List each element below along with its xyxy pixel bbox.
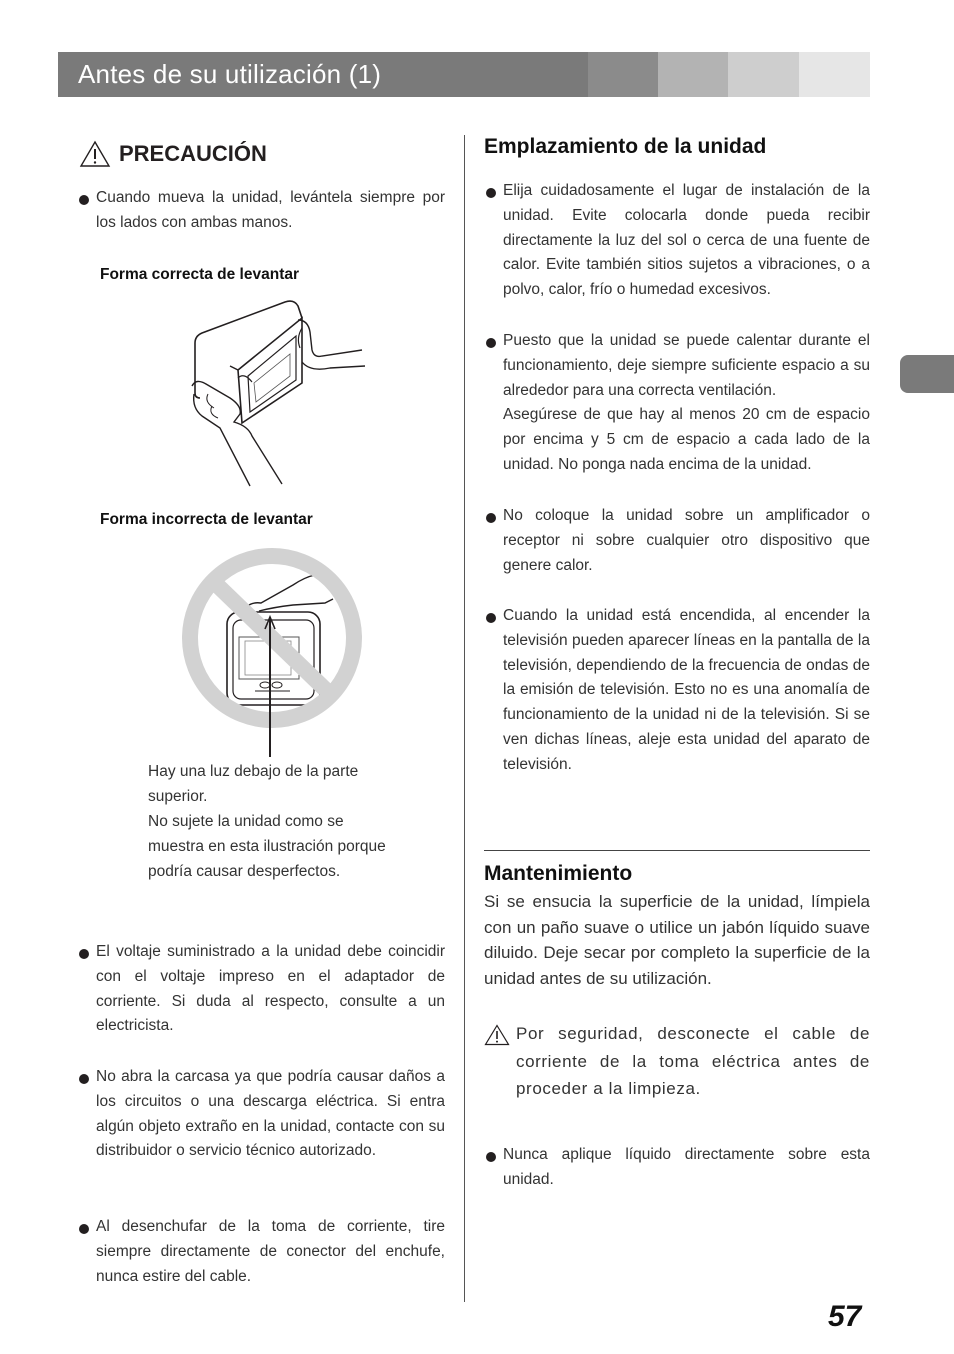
bullet-dot xyxy=(486,188,496,198)
caption-line: Hay una luz debajo de la parte xyxy=(148,763,359,780)
section-side-tab xyxy=(900,355,954,393)
bullet-dot xyxy=(486,513,496,523)
page-title: Antes de su utilización (1) xyxy=(78,59,382,89)
bullet-dot xyxy=(486,1152,496,1162)
caution-bullet-housing xyxy=(96,1065,445,1164)
caution-bullet-unplug xyxy=(96,1215,445,1289)
correct-lift-illustration xyxy=(190,298,370,488)
bullet-dot xyxy=(79,1074,89,1084)
header-swatch-2 xyxy=(658,52,728,97)
placement-bullet-ventilation xyxy=(503,329,870,478)
header-title-bar xyxy=(58,52,588,97)
maintenance-paragraph: Si se ensucia la superficie de la unidad, límpiela con un paño suave o utilice un jabón líquido suave diluido. Deje secar por completo la superficie de la unidad antes de su utilización. xyxy=(484,892,870,988)
bullet-dot xyxy=(79,195,89,205)
caption-line: No sujete la unidad como se xyxy=(148,813,344,830)
bullet-text: Nunca aplique líquido directamente sobre esta unidad. xyxy=(503,1146,870,1188)
bullet-text: Elija cuidadosamente el lugar de instalación de la unidad. Evite colocarla donde pueda recibir directamente la luz del sol o cerca de una fuente de calor. Evite también sitios sujetos a vibraciones, o a polvo, calor, frío o humedad excesivos. xyxy=(503,182,870,299)
caption-line: podría causar desperfectos. xyxy=(148,863,341,880)
bullet-text: Al desenchufar de la toma de corriente, tire siempre directamente de conector del enchufe, nunca estire del cable. xyxy=(96,1218,445,1285)
bullet-text: No abra la carcasa ya que podría causar daños a los circuitos o una descarga eléctrica. Si entra algún objeto extraño en la unidad, contacte con su distribuidor o servicio técnico autorizado. xyxy=(96,1068,445,1160)
page-header xyxy=(58,52,870,97)
header-swatch-1 xyxy=(588,52,658,97)
section-divider xyxy=(484,850,870,851)
bullet-dot xyxy=(486,338,496,348)
bullet-text: El voltaje suministrado a la unidad debe coincidir con el voltaje impreso en el adaptador de corriente. Si duda al respecto, consulte a un electricista. xyxy=(96,943,445,1035)
bullet-text: Puesto que la unidad se puede calentar durante el funcionamiento, deje siempre suficiente espacio a su alrededor para una correcta ventilación. xyxy=(503,332,870,399)
placement-bullet-amplifier xyxy=(503,504,870,578)
page-number: 57 xyxy=(828,1300,862,1333)
bullet-text: No coloque la unidad sobre un amplificador o receptor ni sobre cualquier otro dispositivo que genere calor. xyxy=(503,507,870,574)
incorrect-lift-label: Forma incorrecta de levantar xyxy=(100,511,313,528)
warning-triangle-icon xyxy=(79,140,111,168)
bullet-dot xyxy=(79,949,89,959)
caption-line: muestra en esta ilustración porque xyxy=(148,838,386,855)
maintenance-warning: Por seguridad, desconecte el cable de corriente de la toma eléctrica antes de proceder a la limpieza. xyxy=(516,1024,870,1098)
maintenance-bullet-liquid xyxy=(503,1143,870,1193)
bullet-text-continued: Asegúrese de que hay al menos 20 cm de espacio por encima y 5 cm de espacio a cada lado de la unidad. No ponga nada encima de la unidad. xyxy=(503,406,870,473)
warning-triangle-icon xyxy=(484,1024,510,1046)
bullet-text: Cuando mueva la unidad, levántela siempre por los lados con ambas manos. xyxy=(96,189,445,231)
bullet-text: Cuando la unidad está encendida, al encender la televisión pueden aparecer líneas en la pantalla de la televisión, dependiendo de la frecuencia de ondas de la emisión de televisión. Esto no es una anomalía de funcionamiento de la unidad ni de la televisión. Si se ven dichas líneas, aleje esta unidad del aparato de televisión. xyxy=(503,607,870,773)
placement-title: Emplazamiento de la unidad xyxy=(484,135,767,158)
incorrect-lift-caption xyxy=(148,759,418,884)
incorrect-lift-illustration xyxy=(175,545,375,759)
caution-bullet-lift xyxy=(96,186,445,236)
maintenance-title: Mantenimiento xyxy=(484,862,633,885)
placement-bullet-location xyxy=(503,179,870,303)
header-swatch-4 xyxy=(799,52,870,97)
caution-bullet-voltage xyxy=(96,940,445,1039)
bullet-dot xyxy=(79,1224,89,1234)
placement-bullet-television xyxy=(503,604,870,778)
header-swatch-3 xyxy=(728,52,799,97)
bullet-dot xyxy=(486,613,496,623)
caption-line: superior. xyxy=(148,788,208,805)
correct-lift-label: Forma correcta de levantar xyxy=(100,266,300,283)
column-divider xyxy=(464,135,465,1302)
caution-title: PRECAUCIÓN xyxy=(119,141,267,166)
